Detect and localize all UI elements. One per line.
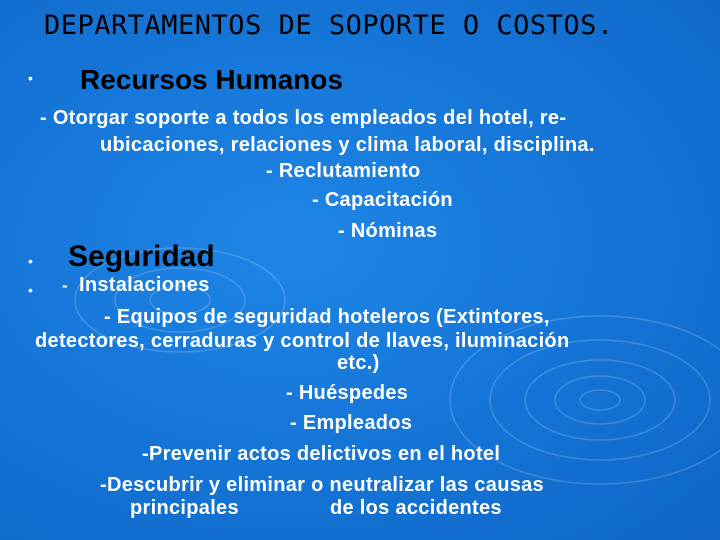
bullet-icon: • (28, 70, 33, 86)
text-line: detectores, cerraduras y control de llaves, iluminación (35, 330, 570, 352)
list-item-nominas: - Nóminas (338, 220, 438, 242)
text-line: - Otorgar soporte a todos los empleados del hotel, re- (40, 107, 567, 129)
bullet-icon: • (28, 253, 33, 269)
list-item-capacitacion: - Capacitación (312, 189, 453, 211)
subheading-instalaciones: Instalaciones (79, 274, 210, 296)
bullet-icon: • (28, 282, 33, 298)
slide-title: DEPARTAMENTOS DE SOPORTE O COSTOS. (44, 10, 614, 41)
section-heading-recursos-humanos: Recursos Humanos (80, 64, 343, 95)
list-item-empleados: - Empleados (290, 412, 413, 434)
list-item-descubrir: -Descubrir y eliminar o neutralizar las causas (100, 474, 544, 496)
text-line: ubicaciones, relaciones y clima laboral, disciplina. (100, 134, 595, 156)
text-line: - Equipos de seguridad hoteleros (Extintores, (104, 306, 550, 328)
list-item-prevenir: -Prevenir actos delictivos en el hotel (142, 443, 501, 465)
list-item-reclutamiento: - Reclutamiento (266, 160, 421, 182)
text-line: principales (130, 497, 239, 519)
section-heading-seguridad: Seguridad (68, 240, 215, 273)
text-line: de los accidentes (330, 497, 502, 519)
text-line: etc.) (337, 352, 380, 374)
dash-marker: - (62, 276, 68, 295)
list-item-huespedes: - Huéspedes (286, 382, 409, 404)
